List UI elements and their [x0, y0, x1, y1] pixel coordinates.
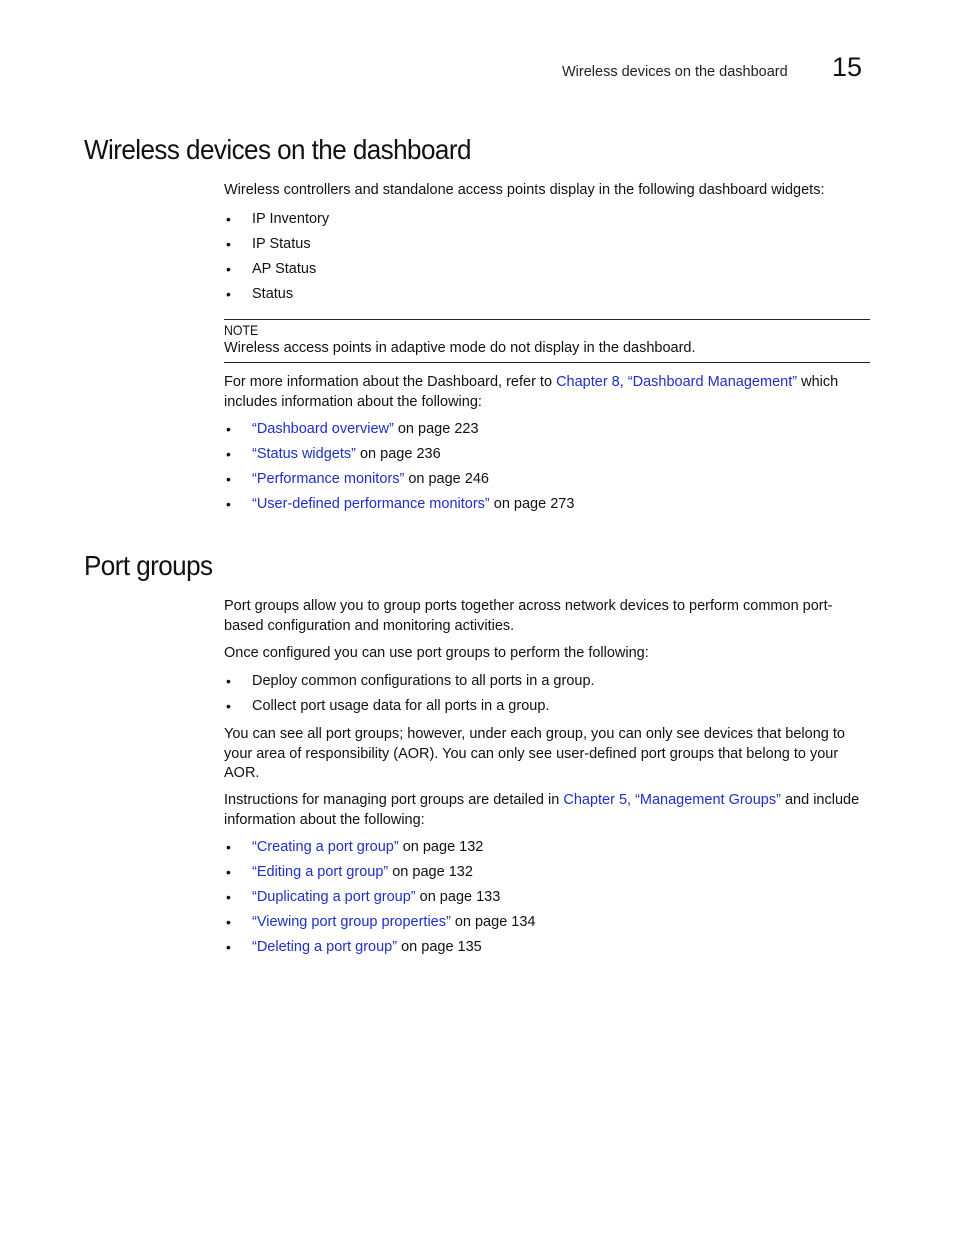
port-groups-intro: Port groups allow you to group ports together across network devices to perform common port-based configuration and monitoring activities.	[224, 598, 833, 634]
list-item: • “Creating a port group” on page 132	[226, 839, 484, 855]
aor-paragraph: You can see all port groups; however, under each group, you can only see devices that belong to your area of responsibility (AOR). You can only see user-defined port groups that belong to your AOR.	[224, 726, 845, 781]
list-item: • AP Status	[226, 261, 317, 277]
list-item: • “Dashboard overview” on page 223	[226, 421, 479, 437]
chapter-number: 15	[832, 52, 863, 82]
wireless-intro: Wireless controllers and standalone access points display in the following dashboard widgets:	[224, 182, 825, 198]
ref-link[interactable]: “Dashboard overview”	[252, 421, 394, 437]
dashboard-ref-list	[224, 420, 574, 520]
list-item: • “User-defined performance monitors” on page 273	[226, 496, 575, 512]
list-item: • “Editing a port group” on page 132	[226, 864, 473, 880]
note-top-rule	[224, 319, 870, 320]
widget-list	[224, 210, 329, 310]
running-header-title: Wireless devices on the dashboard	[562, 64, 788, 80]
list-item: • “Performance monitors” on page 246	[226, 471, 489, 487]
bullet-icon: •	[226, 211, 231, 227]
port-groups-usage: Once configured you can use port groups to perform the following:	[224, 645, 649, 661]
bullet-icon: •	[226, 889, 231, 905]
list-item: • “Viewing port group properties” on page 134	[226, 914, 536, 930]
note-bottom-rule	[224, 362, 870, 363]
bullet-icon: •	[226, 914, 231, 930]
bullet-icon: •	[226, 286, 231, 302]
bullet-icon: •	[226, 471, 231, 487]
bullet-icon: •	[226, 421, 231, 437]
bullet-icon: •	[226, 939, 231, 955]
section-heading-wireless: Wireless devices on the dashboard	[84, 134, 471, 165]
ref-link[interactable]: “Performance monitors”	[252, 471, 405, 487]
list-item: • IP Status	[226, 236, 311, 252]
bullet-icon: •	[226, 839, 231, 855]
task-list	[224, 672, 595, 722]
bullet-icon: •	[226, 864, 231, 880]
ref-link[interactable]: “Creating a port group”	[252, 839, 399, 855]
list-item: • Status	[226, 286, 294, 302]
note-text: Wireless access points in adaptive mode do not display in the dashboard.	[224, 340, 696, 356]
ref-link[interactable]: “Editing a port group”	[252, 864, 389, 880]
ref-link[interactable]: “Viewing port group properties”	[252, 914, 451, 930]
bullet-icon: •	[226, 698, 231, 714]
ref-link[interactable]: “Status widgets”	[252, 446, 356, 462]
port-group-ref-list	[224, 838, 535, 963]
list-item: • “Duplicating a port group” on page 133	[226, 889, 501, 905]
dashboard-more-info: For more information about the Dashboard, refer to Chapter 8, “Dashboard Management” which includes information about the following:	[224, 374, 839, 410]
list-item: • Deploy common configurations to all ports in a group.	[226, 673, 595, 689]
bullet-icon: •	[226, 496, 231, 512]
note-label: NOTE	[224, 322, 259, 338]
bullet-icon: •	[226, 446, 231, 462]
list-item: • Collect port usage data for all ports in a group.	[226, 698, 550, 714]
ref-link[interactable]: “Deleting a port group”	[252, 939, 398, 955]
chapter-5-link[interactable]: Chapter 5, “Management Groups”	[563, 792, 781, 808]
bullet-icon: •	[226, 261, 231, 277]
bullet-icon: •	[226, 236, 231, 252]
management-instructions: Instructions for managing port groups are detailed in Chapter 5, “Management Groups” and include information about the following:	[224, 792, 860, 828]
ref-link[interactable]: “User-defined performance monitors”	[252, 496, 490, 512]
chapter-8-link[interactable]: Chapter 8, “Dashboard Management”	[556, 374, 798, 390]
bullet-icon: •	[226, 673, 231, 689]
section-heading-port-groups: Port groups	[84, 550, 213, 581]
list-item: • “Deleting a port group” on page 135	[226, 939, 482, 955]
ref-link[interactable]: “Duplicating a port group”	[252, 889, 416, 905]
list-item: • IP Inventory	[226, 211, 330, 227]
list-item: • “Status widgets” on page 236	[226, 446, 441, 462]
